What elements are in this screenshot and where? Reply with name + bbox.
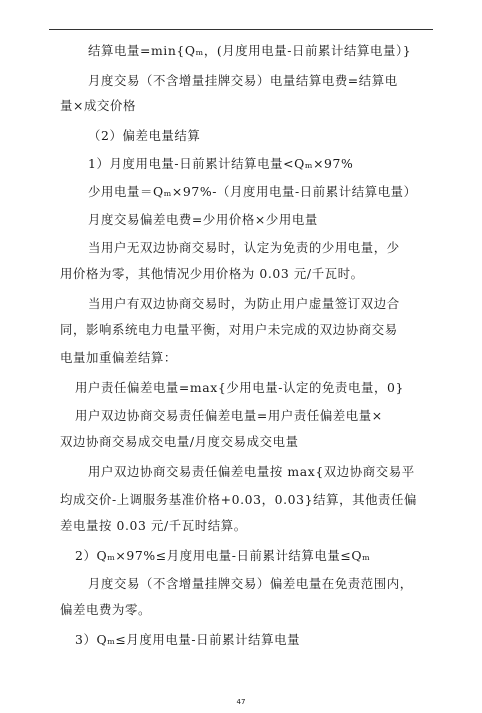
- text-line-8: 当用户无双边协商交易时，认定为免责的少用电量，少: [88, 240, 400, 255]
- text-line-13: 用户责任偏差电量=max{少用电量-认定的免责电量，0}: [75, 380, 404, 395]
- text-line-12: 电量加重偏差结算：: [60, 350, 177, 365]
- text-line-17: 均成交价-上调服务基准价格+0.03，0.03}结算，其他责任偏: [60, 492, 418, 507]
- text-line-20: 月度交易（不含增量挂牌交易）偏差电量在免责范围内，: [88, 576, 413, 591]
- text-line-6: 少用电量＝Qₘ×97%-（月度用电量-日前累计结算电量）: [88, 184, 417, 199]
- header-rule: [49, 29, 433, 30]
- text-line-3: 量×成交价格: [60, 98, 136, 113]
- text-line-2: 月度交易（不含增量挂牌交易）电量结算电费=结算电: [88, 73, 398, 88]
- text-line-11: 同，影响系统电力电量平衡，对用户未完成的双边协商交易: [60, 322, 398, 337]
- text-line-19: 2）Qₘ×97%≤月度用电量-日前累计结算电量≤Qₘ: [75, 548, 371, 563]
- text-line-14: 用户双边协商交易责任偏差电量=用户责任偏差电量×: [75, 408, 383, 423]
- section-heading: （2）偏差电量结算: [88, 128, 201, 143]
- text-line-7: 月度交易偏差电费=少用价格×少用电量: [88, 212, 318, 227]
- text-line-1: 结算电量=min{Qₘ，(月度用电量-日前累计结算电量）}: [88, 43, 412, 58]
- text-line-15: 双边协商交易成交电量/月度交易成交电量: [60, 434, 299, 449]
- text-line-5: 1）月度用电量-日前累计结算电量<Qₘ×97%: [88, 156, 354, 171]
- text-line-22: 3）Qₘ≤月度用电量-日前累计结算电量: [75, 632, 301, 647]
- text-line-18: 差电量按 0.03 元/千瓦时结算。: [60, 518, 247, 533]
- text-line-21: 偏差电费为零。: [60, 602, 151, 617]
- page-number: 47: [236, 698, 246, 706]
- text-line-10: 当用户有双边协商交易时，为防止用户虚量签订双边合: [88, 296, 400, 311]
- text-line-9: 用价格为零，其他情况少用价格为 0.03 元/千瓦时。: [60, 266, 364, 281]
- text-line-16: 用户双边协商交易责任偏差电量按 max{双边协商交易平: [88, 464, 415, 479]
